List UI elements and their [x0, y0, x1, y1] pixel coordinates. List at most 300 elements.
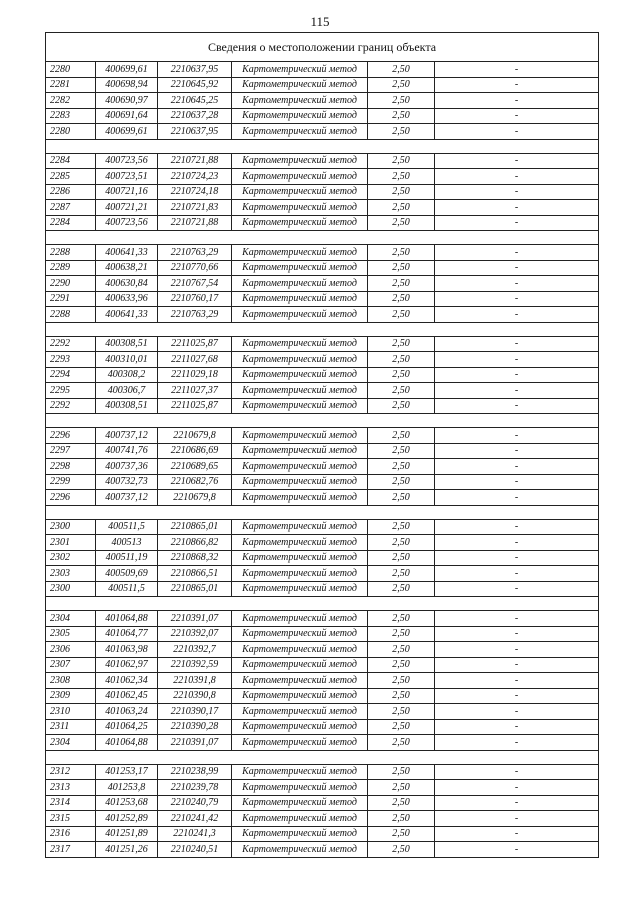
accuracy-cell: 2,50 [368, 215, 435, 231]
description-cell: - [435, 443, 599, 459]
method-cell: Картометрический метод [232, 307, 368, 323]
accuracy-cell: 2,50 [368, 428, 435, 444]
description-cell: - [435, 657, 599, 673]
y-coordinate-cell: 2210721,83 [158, 200, 232, 216]
description-cell: - [435, 108, 599, 124]
description-cell: - [435, 490, 599, 506]
y-coordinate-cell: 2210241,3 [158, 826, 232, 842]
y-coordinate-cell: 2210390,28 [158, 719, 232, 735]
x-coordinate-cell: 401063,24 [96, 704, 158, 720]
boundary-table [45, 32, 599, 858]
x-coordinate-cell: 401062,45 [96, 688, 158, 704]
accuracy-cell: 2,50 [368, 307, 435, 323]
point-number-cell: 2304 [46, 735, 96, 751]
x-coordinate-cell: 400737,36 [96, 459, 158, 475]
table-row [46, 642, 599, 658]
table-row [46, 276, 599, 292]
method-cell: Картометрический метод [232, 428, 368, 444]
accuracy-cell: 2,50 [368, 184, 435, 200]
method-cell: Картометрический метод [232, 673, 368, 689]
group-separator [46, 322, 599, 336]
accuracy-cell: 2,50 [368, 490, 435, 506]
description-cell: - [435, 704, 599, 720]
accuracy-cell: 2,50 [368, 153, 435, 169]
description-cell: - [435, 459, 599, 475]
method-cell: Картометрический метод [232, 108, 368, 124]
y-coordinate-cell: 2211029,18 [158, 367, 232, 383]
x-coordinate-cell: 400511,5 [96, 519, 158, 535]
x-coordinate-cell: 401064,77 [96, 626, 158, 642]
method-cell: Картометрический метод [232, 474, 368, 490]
method-cell: Картометрический метод [232, 93, 368, 109]
point-number-cell: 2291 [46, 291, 96, 307]
table-row [46, 443, 599, 459]
y-coordinate-cell: 2210679,8 [158, 428, 232, 444]
method-cell: Картометрический метод [232, 443, 368, 459]
y-coordinate-cell: 2210391,07 [158, 611, 232, 627]
accuracy-cell: 2,50 [368, 704, 435, 720]
method-cell: Картометрический метод [232, 291, 368, 307]
accuracy-cell: 2,50 [368, 811, 435, 827]
point-number-cell: 2286 [46, 184, 96, 200]
table-row [46, 77, 599, 93]
table-row [46, 566, 599, 582]
y-coordinate-cell: 2210724,23 [158, 169, 232, 185]
method-cell: Картометрический метод [232, 383, 368, 399]
y-coordinate-cell: 2210866,82 [158, 535, 232, 551]
point-number-cell: 2284 [46, 215, 96, 231]
method-cell: Картометрический метод [232, 490, 368, 506]
description-cell: - [435, 367, 599, 383]
accuracy-cell: 2,50 [368, 780, 435, 796]
method-cell: Картометрический метод [232, 184, 368, 200]
separator-cell [46, 139, 599, 153]
description-cell: - [435, 276, 599, 292]
description-cell: - [435, 169, 599, 185]
y-coordinate-cell: 2210390,17 [158, 704, 232, 720]
table-row [46, 124, 599, 140]
description-cell: - [435, 62, 599, 78]
accuracy-cell: 2,50 [368, 642, 435, 658]
point-number-cell: 2285 [46, 169, 96, 185]
method-cell: Картометрический метод [232, 581, 368, 597]
point-number-cell: 2300 [46, 581, 96, 597]
table-body [46, 62, 599, 858]
y-coordinate-cell: 2210770,66 [158, 260, 232, 276]
accuracy-cell: 2,50 [368, 200, 435, 216]
separator-cell [46, 597, 599, 611]
table-row [46, 719, 599, 735]
y-coordinate-cell: 2210866,51 [158, 566, 232, 582]
table-row [46, 735, 599, 751]
accuracy-cell: 2,50 [368, 459, 435, 475]
method-cell: Картометрический метод [232, 688, 368, 704]
table-row [46, 673, 599, 689]
table-row [46, 291, 599, 307]
point-number-cell: 2296 [46, 490, 96, 506]
point-number-cell: 2280 [46, 124, 96, 140]
method-cell: Картометрический метод [232, 260, 368, 276]
point-number-cell: 2294 [46, 367, 96, 383]
accuracy-cell: 2,50 [368, 474, 435, 490]
description-cell: - [435, 307, 599, 323]
accuracy-cell: 2,50 [368, 276, 435, 292]
table-row [46, 184, 599, 200]
table-row [46, 826, 599, 842]
y-coordinate-cell: 2210391,07 [158, 735, 232, 751]
table-row [46, 336, 599, 352]
method-cell: Картометрический метод [232, 811, 368, 827]
description-cell: - [435, 124, 599, 140]
group-separator [46, 505, 599, 519]
method-cell: Картометрический метод [232, 215, 368, 231]
table-row [46, 688, 599, 704]
accuracy-cell: 2,50 [368, 245, 435, 261]
table-row [46, 474, 599, 490]
accuracy-cell: 2,50 [368, 93, 435, 109]
x-coordinate-cell: 400737,12 [96, 428, 158, 444]
description-cell: - [435, 291, 599, 307]
x-coordinate-cell: 401251,26 [96, 842, 158, 858]
point-number-cell: 2302 [46, 550, 96, 566]
y-coordinate-cell: 2210767,54 [158, 276, 232, 292]
method-cell: Картометрический метод [232, 657, 368, 673]
description-cell: - [435, 215, 599, 231]
point-number-cell: 2280 [46, 62, 96, 78]
table-row [46, 611, 599, 627]
y-coordinate-cell: 2210637,95 [158, 124, 232, 140]
accuracy-cell: 2,50 [368, 169, 435, 185]
accuracy-cell: 2,50 [368, 719, 435, 735]
point-number-cell: 2299 [46, 474, 96, 490]
description-cell: - [435, 566, 599, 582]
x-coordinate-cell: 400732,73 [96, 474, 158, 490]
boundary-table-container [45, 32, 598, 858]
point-number-cell: 2313 [46, 780, 96, 796]
description-cell: - [435, 550, 599, 566]
table-row [46, 535, 599, 551]
table-row [46, 795, 599, 811]
table-row [46, 383, 599, 399]
description-cell: - [435, 611, 599, 627]
x-coordinate-cell: 401253,8 [96, 780, 158, 796]
accuracy-cell: 2,50 [368, 735, 435, 751]
method-cell: Картометрический метод [232, 62, 368, 78]
y-coordinate-cell: 2210865,01 [158, 581, 232, 597]
x-coordinate-cell: 400509,69 [96, 566, 158, 582]
method-cell: Картометрический метод [232, 764, 368, 780]
table-row [46, 62, 599, 78]
table-row [46, 307, 599, 323]
x-coordinate-cell: 400721,16 [96, 184, 158, 200]
y-coordinate-cell: 2210721,88 [158, 153, 232, 169]
method-cell: Картометрический метод [232, 611, 368, 627]
x-coordinate-cell: 400699,61 [96, 124, 158, 140]
description-cell: - [435, 626, 599, 642]
point-number-cell: 2315 [46, 811, 96, 827]
accuracy-cell: 2,50 [368, 124, 435, 140]
x-coordinate-cell: 400721,21 [96, 200, 158, 216]
point-number-cell: 2288 [46, 245, 96, 261]
method-cell: Картометрический метод [232, 459, 368, 475]
separator-cell [46, 505, 599, 519]
accuracy-cell: 2,50 [368, 657, 435, 673]
point-number-cell: 2287 [46, 200, 96, 216]
x-coordinate-cell: 401253,68 [96, 795, 158, 811]
method-cell: Картометрический метод [232, 642, 368, 658]
x-coordinate-cell: 400698,94 [96, 77, 158, 93]
y-coordinate-cell: 2210724,18 [158, 184, 232, 200]
point-number-cell: 2301 [46, 535, 96, 551]
table-row [46, 428, 599, 444]
x-coordinate-cell: 401062,34 [96, 673, 158, 689]
accuracy-cell: 2,50 [368, 336, 435, 352]
y-coordinate-cell: 2210391,8 [158, 673, 232, 689]
description-cell: - [435, 260, 599, 276]
page-number: 115 [310, 14, 330, 29]
point-number-cell: 2300 [46, 519, 96, 535]
y-coordinate-cell: 2210682,76 [158, 474, 232, 490]
x-coordinate-cell: 400641,33 [96, 245, 158, 261]
description-cell: - [435, 474, 599, 490]
description-cell: - [435, 795, 599, 811]
description-cell: - [435, 184, 599, 200]
y-coordinate-cell: 2210679,8 [158, 490, 232, 506]
table-row [46, 153, 599, 169]
point-number-cell: 2308 [46, 673, 96, 689]
point-number-cell: 2309 [46, 688, 96, 704]
y-coordinate-cell: 2210645,92 [158, 77, 232, 93]
method-cell: Картометрический метод [232, 276, 368, 292]
description-cell: - [435, 336, 599, 352]
description-cell: - [435, 428, 599, 444]
separator-cell [46, 414, 599, 428]
point-number-cell: 2281 [46, 77, 96, 93]
y-coordinate-cell: 2211027,37 [158, 383, 232, 399]
x-coordinate-cell: 400310,01 [96, 352, 158, 368]
method-cell: Картометрический метод [232, 124, 368, 140]
x-coordinate-cell: 400308,51 [96, 398, 158, 414]
y-coordinate-cell: 2210390,8 [158, 688, 232, 704]
point-number-cell: 2290 [46, 276, 96, 292]
description-cell: - [435, 398, 599, 414]
description-cell: - [435, 735, 599, 751]
x-coordinate-cell: 400306,7 [96, 383, 158, 399]
accuracy-cell: 2,50 [368, 352, 435, 368]
method-cell: Картометрический метод [232, 245, 368, 261]
accuracy-cell: 2,50 [368, 383, 435, 399]
point-number-cell: 2297 [46, 443, 96, 459]
method-cell: Картометрический метод [232, 735, 368, 751]
accuracy-cell: 2,50 [368, 826, 435, 842]
y-coordinate-cell: 2211025,87 [158, 398, 232, 414]
accuracy-cell: 2,50 [368, 367, 435, 383]
description-cell: - [435, 383, 599, 399]
y-coordinate-cell: 2211027,68 [158, 352, 232, 368]
description-cell: - [435, 673, 599, 689]
accuracy-cell: 2,50 [368, 842, 435, 858]
table-title: Сведения о местоположении границ объекта [46, 33, 599, 62]
y-coordinate-cell: 2210760,17 [158, 291, 232, 307]
description-cell: - [435, 352, 599, 368]
accuracy-cell: 2,50 [368, 550, 435, 566]
point-number-cell: 2303 [46, 566, 96, 582]
accuracy-cell: 2,50 [368, 581, 435, 597]
table-row [46, 200, 599, 216]
description-cell: - [435, 93, 599, 109]
table-row [46, 215, 599, 231]
x-coordinate-cell: 400741,76 [96, 443, 158, 459]
group-separator [46, 750, 599, 764]
y-coordinate-cell: 2210689,65 [158, 459, 232, 475]
table-row [46, 490, 599, 506]
accuracy-cell: 2,50 [368, 443, 435, 459]
x-coordinate-cell: 400513 [96, 535, 158, 551]
y-coordinate-cell: 2210637,28 [158, 108, 232, 124]
description-cell: - [435, 519, 599, 535]
accuracy-cell: 2,50 [368, 688, 435, 704]
table-row [46, 842, 599, 858]
x-coordinate-cell: 400691,64 [96, 108, 158, 124]
y-coordinate-cell: 2210763,29 [158, 307, 232, 323]
point-number-cell: 2311 [46, 719, 96, 735]
point-number-cell: 2316 [46, 826, 96, 842]
accuracy-cell: 2,50 [368, 795, 435, 811]
point-number-cell: 2295 [46, 383, 96, 399]
description-cell: - [435, 719, 599, 735]
x-coordinate-cell: 400723,56 [96, 215, 158, 231]
table-row [46, 657, 599, 673]
x-coordinate-cell: 400690,97 [96, 93, 158, 109]
accuracy-cell: 2,50 [368, 764, 435, 780]
method-cell: Картометрический метод [232, 153, 368, 169]
accuracy-cell: 2,50 [368, 291, 435, 307]
group-separator [46, 231, 599, 245]
x-coordinate-cell: 400638,21 [96, 260, 158, 276]
x-coordinate-cell: 401064,25 [96, 719, 158, 735]
point-number-cell: 2296 [46, 428, 96, 444]
table-row [46, 459, 599, 475]
description-cell: - [435, 780, 599, 796]
point-number-cell: 2283 [46, 108, 96, 124]
y-coordinate-cell: 2210240,51 [158, 842, 232, 858]
method-cell: Картометрический метод [232, 842, 368, 858]
x-coordinate-cell: 401062,97 [96, 657, 158, 673]
point-number-cell: 2282 [46, 93, 96, 109]
description-cell: - [435, 826, 599, 842]
method-cell: Картометрический метод [232, 795, 368, 811]
point-number-cell: 2284 [46, 153, 96, 169]
x-coordinate-cell: 400511,5 [96, 581, 158, 597]
table-row [46, 367, 599, 383]
y-coordinate-cell: 2210238,99 [158, 764, 232, 780]
method-cell: Картометрический метод [232, 367, 368, 383]
accuracy-cell: 2,50 [368, 260, 435, 276]
table-row [46, 764, 599, 780]
method-cell: Картометрический метод [232, 169, 368, 185]
y-coordinate-cell: 2210686,69 [158, 443, 232, 459]
point-number-cell: 2289 [46, 260, 96, 276]
method-cell: Картометрический метод [232, 826, 368, 842]
description-cell: - [435, 153, 599, 169]
description-cell: - [435, 811, 599, 827]
accuracy-cell: 2,50 [368, 519, 435, 535]
table-row [46, 169, 599, 185]
table-row [46, 519, 599, 535]
method-cell: Картометрический метод [232, 398, 368, 414]
table-row [46, 780, 599, 796]
description-cell: - [435, 77, 599, 93]
accuracy-cell: 2,50 [368, 566, 435, 582]
method-cell: Картометрический метод [232, 780, 368, 796]
y-coordinate-cell: 2210392,7 [158, 642, 232, 658]
method-cell: Картометрический метод [232, 352, 368, 368]
description-cell: - [435, 688, 599, 704]
method-cell: Картометрический метод [232, 704, 368, 720]
accuracy-cell: 2,50 [368, 626, 435, 642]
method-cell: Картометрический метод [232, 550, 368, 566]
x-coordinate-cell: 401251,89 [96, 826, 158, 842]
point-number-cell: 2288 [46, 307, 96, 323]
x-coordinate-cell: 401064,88 [96, 611, 158, 627]
table-row [46, 398, 599, 414]
point-number-cell: 2298 [46, 459, 96, 475]
description-cell: - [435, 842, 599, 858]
method-cell: Картометрический метод [232, 200, 368, 216]
accuracy-cell: 2,50 [368, 77, 435, 93]
accuracy-cell: 2,50 [368, 673, 435, 689]
point-number-cell: 2292 [46, 398, 96, 414]
accuracy-cell: 2,50 [368, 62, 435, 78]
group-separator [46, 414, 599, 428]
x-coordinate-cell: 400641,33 [96, 307, 158, 323]
x-coordinate-cell: 401253,17 [96, 764, 158, 780]
method-cell: Картометрический метод [232, 566, 368, 582]
description-cell: - [435, 581, 599, 597]
x-coordinate-cell: 400723,56 [96, 153, 158, 169]
x-coordinate-cell: 400511,19 [96, 550, 158, 566]
method-cell: Картометрический метод [232, 77, 368, 93]
method-cell: Картометрический метод [232, 719, 368, 735]
x-coordinate-cell: 401252,89 [96, 811, 158, 827]
description-cell: - [435, 535, 599, 551]
point-number-cell: 2317 [46, 842, 96, 858]
x-coordinate-cell: 401064,88 [96, 735, 158, 751]
point-number-cell: 2306 [46, 642, 96, 658]
method-cell: Картометрический метод [232, 519, 368, 535]
separator-cell [46, 231, 599, 245]
table-row [46, 581, 599, 597]
separator-cell [46, 322, 599, 336]
accuracy-cell: 2,50 [368, 611, 435, 627]
description-cell: - [435, 245, 599, 261]
point-number-cell: 2310 [46, 704, 96, 720]
table-row [46, 550, 599, 566]
y-coordinate-cell: 2210721,88 [158, 215, 232, 231]
method-cell: Картометрический метод [232, 336, 368, 352]
accuracy-cell: 2,50 [368, 108, 435, 124]
point-number-cell: 2307 [46, 657, 96, 673]
y-coordinate-cell: 2210645,25 [158, 93, 232, 109]
description-cell: - [435, 642, 599, 658]
description-cell: - [435, 200, 599, 216]
method-cell: Картометрический метод [232, 535, 368, 551]
y-coordinate-cell: 2210392,59 [158, 657, 232, 673]
y-coordinate-cell: 2210392,07 [158, 626, 232, 642]
y-coordinate-cell: 2210865,01 [158, 519, 232, 535]
group-separator [46, 597, 599, 611]
table-row [46, 260, 599, 276]
